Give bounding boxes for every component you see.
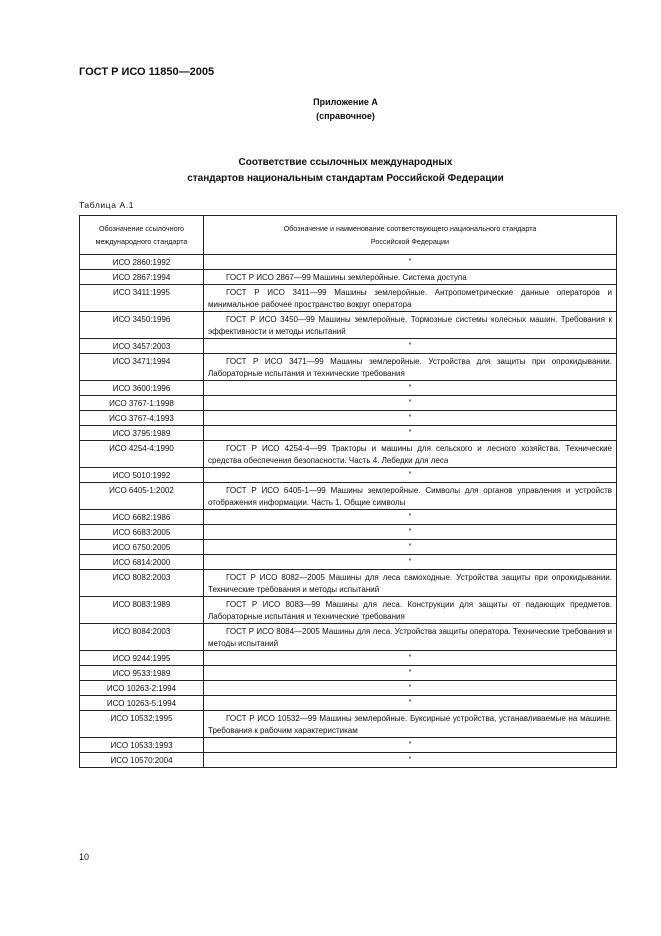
table-row bbox=[80, 426, 617, 441]
national-standard-description: ГОСТ Р ИСО 3471—99 Машины землеройные. Устройства для защиты при опрокидывании. Лабораторные испытания и технические требования bbox=[204, 354, 617, 381]
table-label: Таблица А.1 bbox=[79, 200, 135, 210]
international-standard-code: ИСО 3600:1996 bbox=[80, 381, 204, 396]
table-row bbox=[80, 270, 617, 285]
international-standard-code: ИСО 8083:1989 bbox=[80, 597, 204, 624]
national-standard-description: * bbox=[204, 426, 617, 441]
international-standard-code: ИСО 6814:2000 bbox=[80, 555, 204, 570]
table-row bbox=[80, 696, 617, 711]
international-standard-code: ИСО 4254-4:1990 bbox=[80, 441, 204, 468]
table-row bbox=[80, 525, 617, 540]
national-standard-description: * bbox=[204, 468, 617, 483]
table-row bbox=[80, 651, 617, 666]
table-row bbox=[80, 510, 617, 525]
international-standard-code: ИСО 3411:1995 bbox=[80, 285, 204, 312]
national-standard-description: ГОСТ Р ИСО 8083—99 Машины для леса. Конструкции для защиты от падающих предметов. Лабораторные испытания и технические требования bbox=[204, 597, 617, 624]
international-standard-code: ИСО 6750:2005 bbox=[80, 540, 204, 555]
table-row bbox=[80, 738, 617, 753]
table-row bbox=[80, 411, 617, 426]
national-standard-description: * bbox=[204, 396, 617, 411]
international-standard-code: ИСО 10570:2004 bbox=[80, 753, 204, 768]
national-standard-description: * bbox=[204, 255, 617, 270]
document-header: ГОСТ Р ИСО 11850—2005 bbox=[79, 66, 215, 78]
table-row bbox=[80, 570, 617, 597]
table-body bbox=[80, 255, 617, 768]
national-standard-description: ГОСТ Р ИСО 10532—99 Машины землеройные. Буксирные устройства, устанавливаемые на машине. Требования к рабочим характеристикам bbox=[204, 711, 617, 738]
national-standard-description: * bbox=[204, 681, 617, 696]
international-standard-code: ИСО 8082:2003 bbox=[80, 570, 204, 597]
section-title-line-1: Соответствие ссылочных международных bbox=[238, 157, 453, 168]
page-number: 10 bbox=[79, 852, 90, 862]
national-standard-description: * bbox=[204, 510, 617, 525]
national-standard-description: * bbox=[204, 411, 617, 426]
national-standard-description: ГОСТ Р ИСО 8082—2005 Машины для леса самоходные. Устройства защиты при опрокидывании. Технические требования и методы испытаний bbox=[204, 570, 617, 597]
international-standard-code: ИСО 8084:2003 bbox=[80, 624, 204, 651]
international-standard-code: ИСО 10263-5:1994 bbox=[80, 696, 204, 711]
national-standard-description: ГОСТ Р ИСО 4254-4—99 Тракторы и машины для сельского и лесного хозяйства. Технические средства обеспечения безопасности. Часть 4. Лебедки для леса bbox=[204, 441, 617, 468]
international-standard-code: ИСО 5010:1992 bbox=[80, 468, 204, 483]
international-standard-code: ИСО 3457:2003 bbox=[80, 339, 204, 354]
national-standard-description: * bbox=[204, 540, 617, 555]
appendix-heading bbox=[0, 95, 661, 123]
international-standard-code: ИСО 3471:1994 bbox=[80, 354, 204, 381]
international-standard-code: ИСО 9244:1995 bbox=[80, 651, 204, 666]
international-standard-code: ИСО 10532:1995 bbox=[80, 711, 204, 738]
national-standard-description: * bbox=[204, 666, 617, 681]
table-row bbox=[80, 468, 617, 483]
table-row bbox=[80, 711, 617, 738]
international-standard-code: ИСО 3767-4:1993 bbox=[80, 411, 204, 426]
national-standard-description: * bbox=[204, 753, 617, 768]
national-standard-description: * bbox=[204, 696, 617, 711]
national-standard-description: ГОСТ Р ИСО 6405-1—99 Машины землеройные. Символы для органов управления и устройств отображения информации. Часть 1. Общие символы bbox=[204, 483, 617, 510]
table-row bbox=[80, 666, 617, 681]
international-standard-code: ИСО 9533:1989 bbox=[80, 666, 204, 681]
national-standard-description: ГОСТ Р ИСО 8084—2005 Машины для леса. Устройства защиты оператора. Технические требования и методы испытаний bbox=[204, 624, 617, 651]
international-standard-code: ИСО 3767-1:1998 bbox=[80, 396, 204, 411]
international-standard-code: ИСО 2867:1994 bbox=[80, 270, 204, 285]
col-header-national: Обозначение и наименование соответствующего национального стандарта Российской Федерации bbox=[204, 216, 617, 255]
table-row bbox=[80, 624, 617, 651]
table-row bbox=[80, 753, 617, 768]
national-standard-description: ГОСТ Р ИСО 2867—99 Машины землеройные. Система доступа bbox=[204, 270, 617, 285]
table-row bbox=[80, 285, 617, 312]
national-standard-description: * bbox=[204, 651, 617, 666]
international-standard-code: ИСО 6405-1:2002 bbox=[80, 483, 204, 510]
international-standard-code: ИСО 6682:1986 bbox=[80, 510, 204, 525]
national-standard-description: * bbox=[204, 525, 617, 540]
national-standard-description: ГОСТ Р ИСО 3411—99 Машины землеройные. Антропометрические данные операторов и минимальное рабочее пространство вокруг оператора bbox=[204, 285, 617, 312]
correspondence-table bbox=[79, 215, 617, 768]
table-row bbox=[80, 312, 617, 339]
table-header-row bbox=[80, 216, 617, 255]
col-header-international: Обозначение ссылочного международного стандарта bbox=[80, 216, 204, 255]
table-row bbox=[80, 396, 617, 411]
table-row bbox=[80, 441, 617, 468]
national-standard-description: * bbox=[204, 381, 617, 396]
international-standard-code: ИСО 3795:1989 bbox=[80, 426, 204, 441]
international-standard-code: ИСО 6683:2005 bbox=[80, 525, 204, 540]
section-title-line-2: стандартов национальным стандартам Российской Федерации bbox=[187, 173, 504, 184]
section-title bbox=[0, 155, 661, 187]
appendix-subtitle: (справочное) bbox=[316, 111, 375, 121]
national-standard-description: ГОСТ Р ИСО 3450—99 Машины землеройные. Тормозные системы колесных машин. Требования к эффективности и методы испытаний bbox=[204, 312, 617, 339]
international-standard-code: ИСО 2860:1992 bbox=[80, 255, 204, 270]
table-row bbox=[80, 354, 617, 381]
international-standard-code: ИСО 10263-2:1994 bbox=[80, 681, 204, 696]
table-row bbox=[80, 255, 617, 270]
table-row bbox=[80, 555, 617, 570]
table-row bbox=[80, 381, 617, 396]
appendix-title: Приложение А bbox=[313, 97, 378, 107]
table-row bbox=[80, 597, 617, 624]
international-standard-code: ИСО 10533:1993 bbox=[80, 738, 204, 753]
table-row bbox=[80, 339, 617, 354]
international-standard-code: ИСО 3450:1996 bbox=[80, 312, 204, 339]
table-row bbox=[80, 540, 617, 555]
national-standard-description: * bbox=[204, 339, 617, 354]
national-standard-description: * bbox=[204, 555, 617, 570]
table-row bbox=[80, 681, 617, 696]
national-standard-description: * bbox=[204, 738, 617, 753]
table-row bbox=[80, 483, 617, 510]
